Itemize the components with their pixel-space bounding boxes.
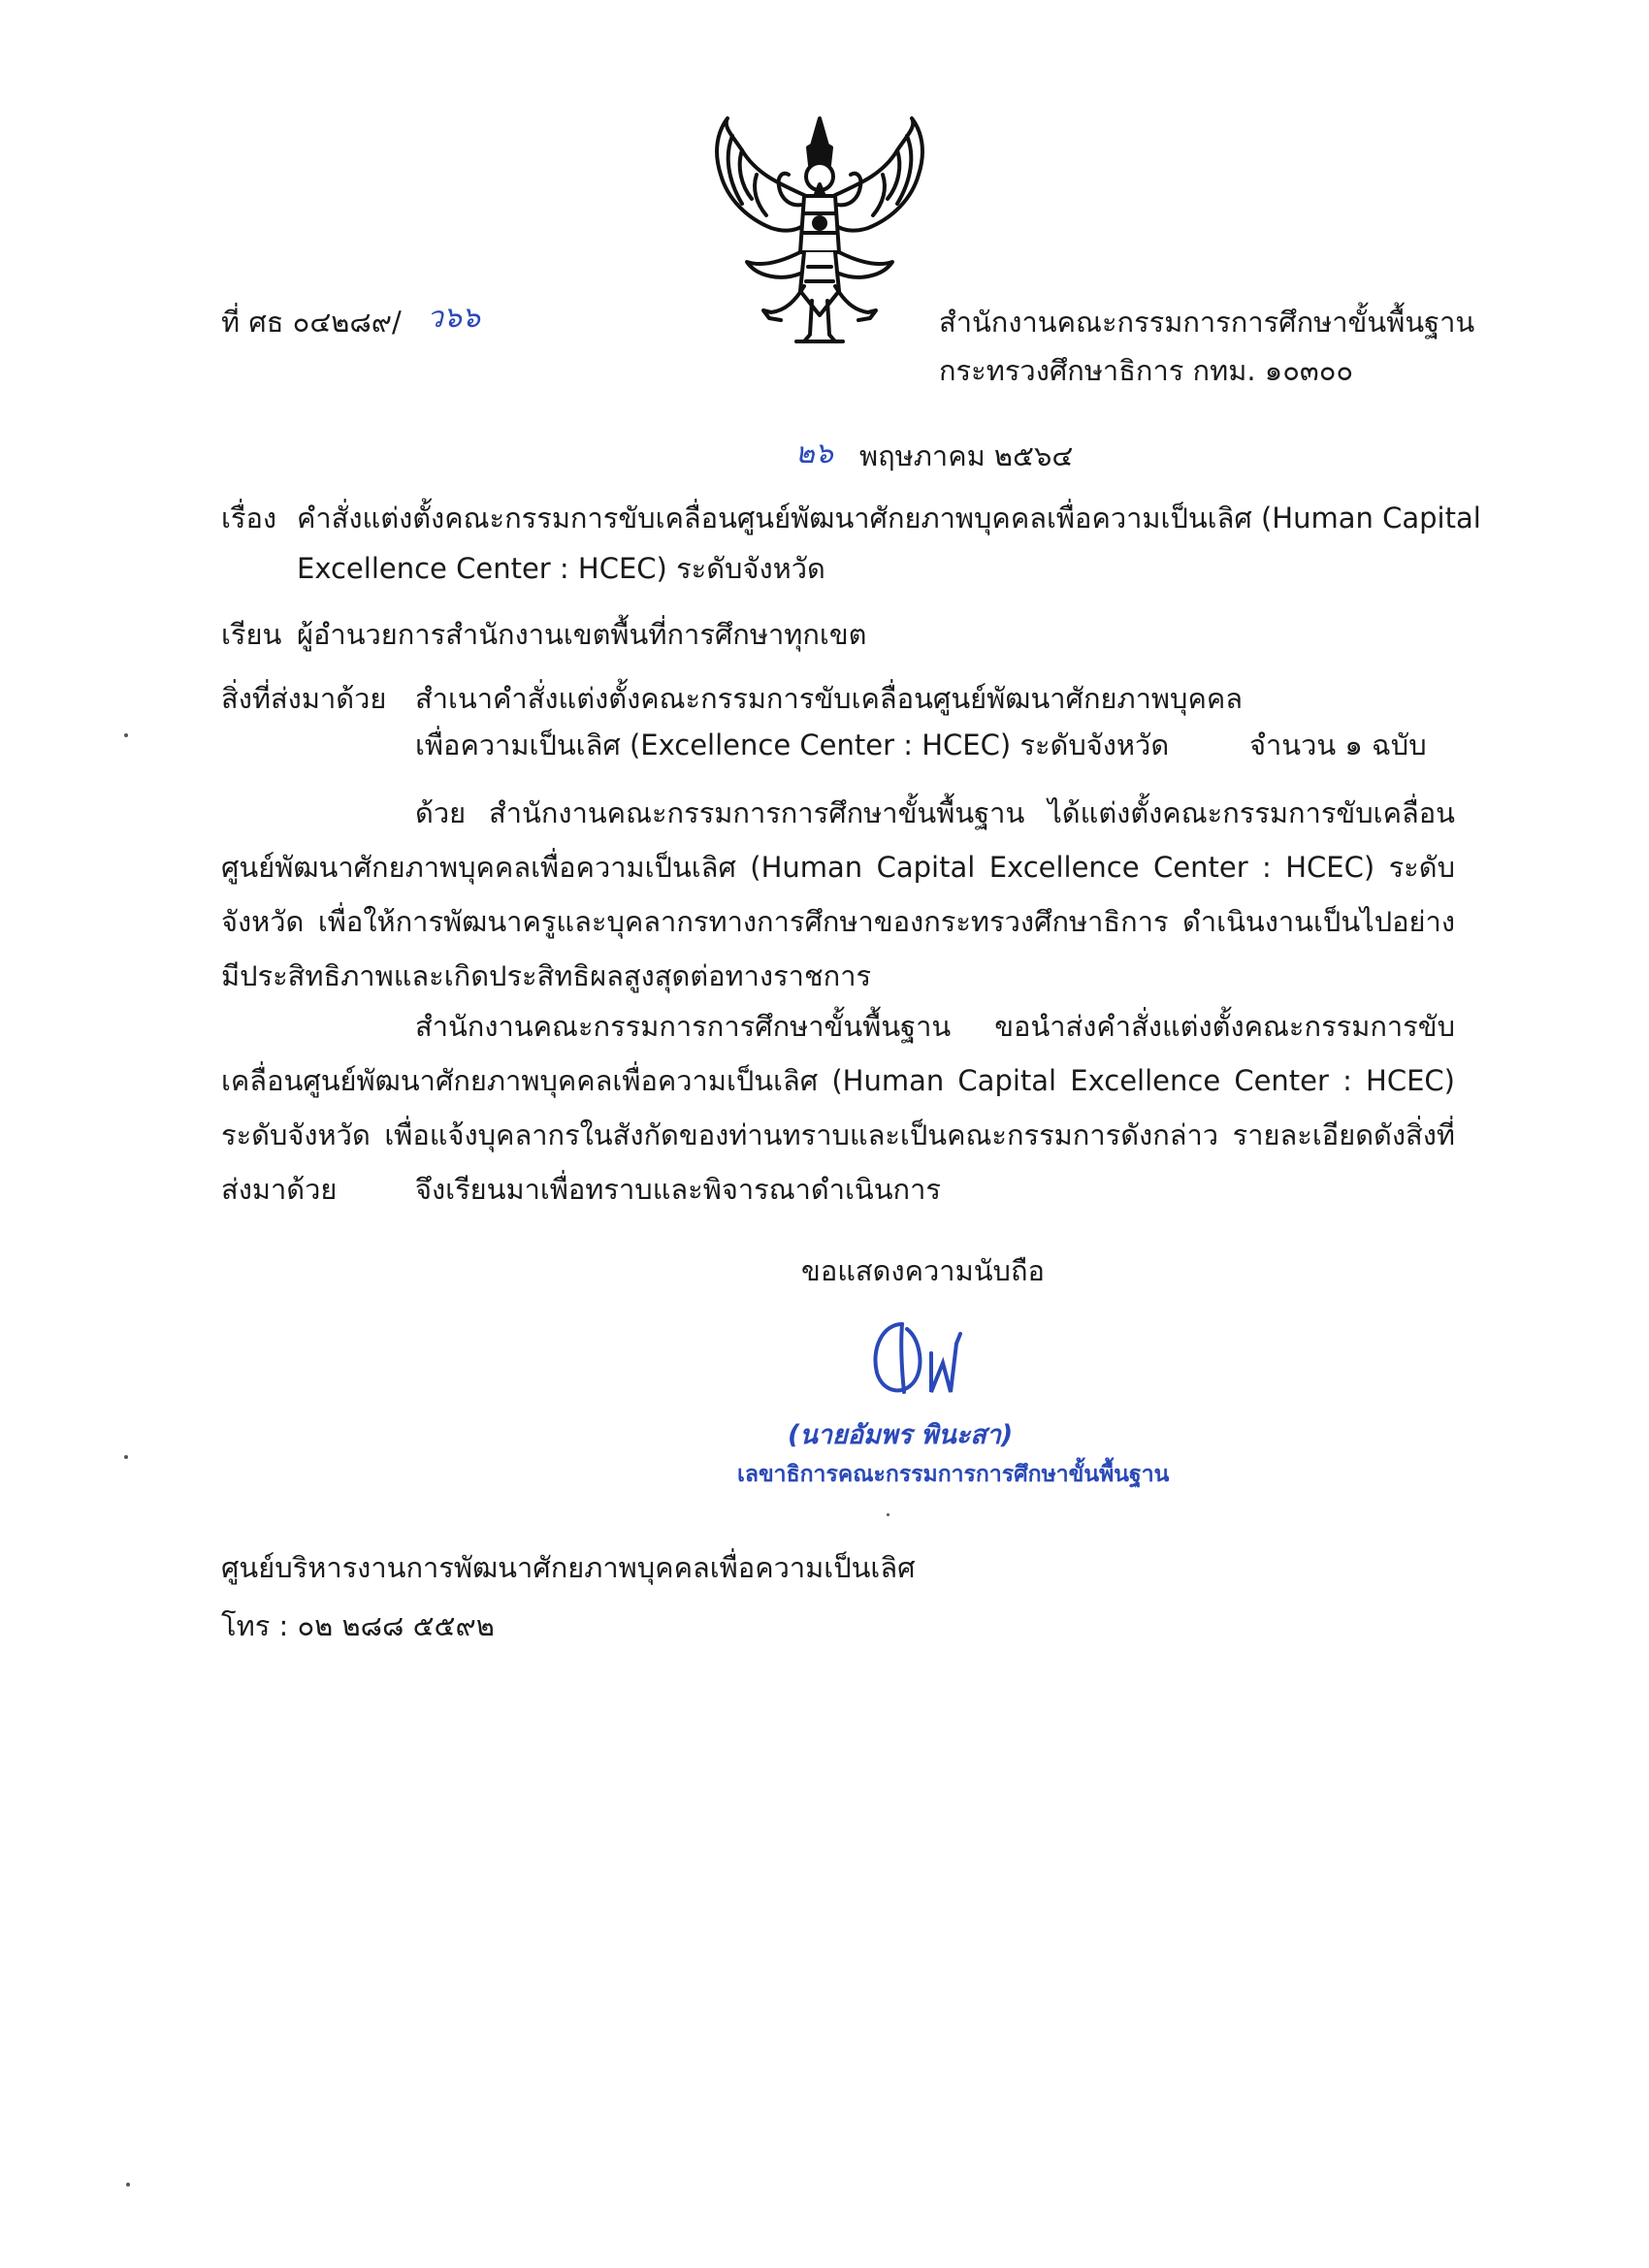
subject-label: เรื่อง (221, 502, 277, 535)
date-month-year: พฤษภาคม ๒๕๖๔ (859, 439, 1074, 472)
office-address: กระทรวงศึกษาธิการ กทม. ๑๐๓๐๐ (939, 354, 1354, 387)
body-paragraph-2: สำนักงานคณะกรรมการการศึกษาขั้นพื้นฐาน ขอนำส่งคำสั่งแต่งตั้งคณะกรรมการขับเคลื่อนศูนย์พัฒนาศักยภาพบุคคลเพื่อความเป็นเลิศ (Human Capital Excellence Center : HCEC) ระดับจังหวัด เพื่อแจ้งบุคลากรในสังกัดของท่านทราบและเป็นคณะกรรมการดังกล่าว รายละเอียดดังสิ่งที่ส่งมาด้วย (221, 1010, 1455, 1206)
signer-name: (นายอัมพร พินะสา) (788, 1420, 1014, 1450)
enclosure-label: สิ่งที่ส่งมาด้วย (221, 682, 387, 715)
margin-mark (887, 1513, 889, 1516)
margin-mark (124, 1455, 128, 1459)
recipient-label: เรียน (221, 618, 282, 651)
subject-line-2: Excellence Center : HCEC) ระดับจังหวัด (297, 552, 825, 585)
enclosure-line-2: เพื่อความเป็นเลิศ (Excellence Center : HCEC) ระดับจังหวัด (415, 729, 1170, 761)
garuda-emblem-icon (703, 107, 936, 349)
reference-number-handwritten: ว๖๖ (427, 301, 480, 335)
signer-title: เลขาธิการคณะกรรมการการศึกษาขั้นพื้นฐาน (737, 1462, 1170, 1487)
enclosure-quantity: จำนวน ๑ ฉบับ (1249, 729, 1427, 761)
footer-phone: โทร : ๐๒ ๒๘๘ ๕๕๙๒ (221, 1609, 495, 1642)
reference-number: ที่ ศธ ๐๔๒๘๙/ (221, 306, 402, 339)
handwritten-signature (863, 1305, 989, 1402)
footer-unit: ศูนย์บริหารงานการพัฒนาศักยภาพบุคคลเพื่อความเป็นเลิศ (221, 1551, 916, 1584)
subject-line-1: คำสั่งแต่งตั้งคณะกรรมการขับเคลื่อนศูนย์พัฒนาศักยภาพบุคคลเพื่อความเป็นเลิศ (Human Capital (297, 502, 1481, 535)
date-day-handwritten: ๒๖ (795, 437, 833, 470)
recipient-value: ผู้อำนวยการสำนักงานเขตพื้นที่การศึกษาทุกเขต (297, 618, 867, 651)
body-paragraph-1: ด้วย สำนักงานคณะกรรมการการศึกษาขั้นพื้นฐาน ได้แต่งตั้งคณะกรรมการขับเคลื่อนศูนย์พัฒนาศักยภาพบุคคลเพื่อความเป็นเลิศ (Human Capital Excellence Center : HCEC) ระดับจังหวัด เพื่อให้การพัฒนาครูและบุคลากรทางการศึกษาของกระทรวงศึกษาธิการ ดำเนินงานเป็นไปอย่างมีประสิทธิภาพและเกิดประสิทธิผลสูงสุดต่อทางราชการ (221, 796, 1455, 992)
closing-request: จึงเรียนมาเพื่อทราบและพิจารณาดำเนินการ (415, 1173, 941, 1206)
margin-mark (126, 2183, 130, 2187)
margin-mark (124, 733, 128, 737)
salutation: ขอแสดงความนับถือ (801, 1254, 1045, 1287)
enclosure-line-1: สำเนาคำสั่งแต่งตั้งคณะกรรมการขับเคลื่อนศูนย์พัฒนาศักยภาพบุคคล (415, 682, 1244, 715)
office-name: สำนักงานคณะกรรมการการศึกษาขั้นพื้นฐาน (939, 306, 1475, 339)
